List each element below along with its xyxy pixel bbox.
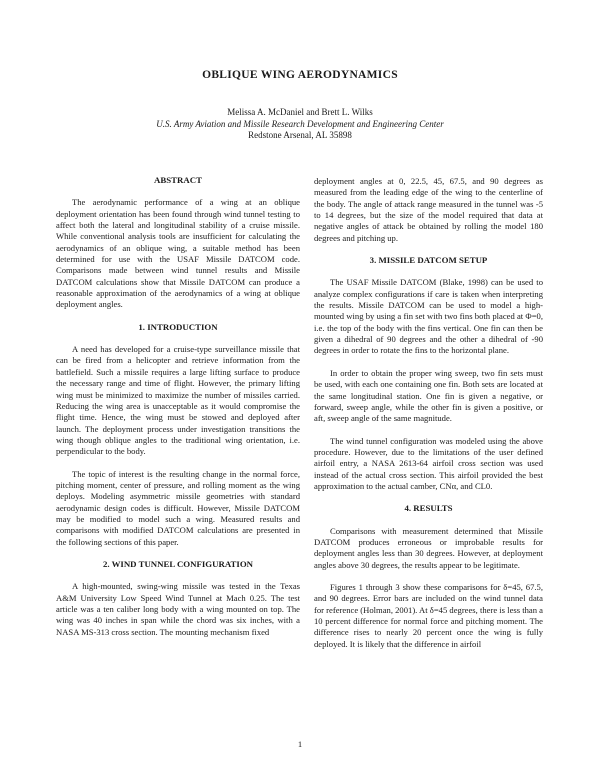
page-number: 1 [297,739,303,749]
abstract-text: The aerodynamic performance of a wing at an oblique deployment orientation has been found through wind tunnel testing to affect both the lateral and longitudinal stability of a cruise missile. While conventional analysis tools are insufficient for calculating the aerodynamics of an oblique wing, a suitable method has been determined for use with the USAF Missile DATCOM code. Comparisons made between wind tunnel results and Missile DATCOM calculations show that Missile DATCOM can produce a reasonable approximation of the aerodynamics of a wing at oblique deployment angles. [56,197,300,310]
introduction-heading: 1. INTRODUCTION [138,321,218,332]
datcom-setup-paragraph-1: The USAF Missile DATCOM (Blake, 1998) can be used to analyze complex configurations if care is taken when interpreting the results. Missile DATCOM can be used to model a high-mounted wing by using a fin set with two fins both placed at Φ=0, i.e. the top of the body with the fins vertical. One fin can then be given a dihedral of 90 degrees and the other a dihedral of -90 degrees in order to rotate the fins to the horizontal plane. [314,277,543,356]
author-names: Melissa A. McDaniel and Brett L. Wilks [227,107,373,117]
wind-tunnel-paragraph: A high-mounted, swing-wing missile was tested in the Texas A&M University Low Speed Wind Tunnel at Mach 0.25. The test article was a ten caliber long body with a wing mounted on top. The wing was 40 inches in span while the chord was six inches, with a NASA MS-313 cross section. The mounting mechanism fixed [56,581,300,637]
paper-title: OBLIQUE WING AERODYNAMICS [202,69,398,81]
left-column [56,175,300,649]
datcom-setup-paragraph-2: In order to obtain the proper wing sweep, two fin sets must be used, with each one containing one fin. Both sets are located at the same longitudinal station. One fin is given a negative, or forward, sweep angle, while the other fin is given a positive, or aft, sweep angle of the same magnitude. [314,367,543,424]
results-paragraph-2: Figures 1 through 3 show these comparisons for δ=45, 67.5, and 90 degrees. Error bars are included on the wind tunnel data for reference (Holman, 2001). At δ=45 degrees, there is less than a 10 percent difference for normal force and pitching moment. The difference rises to nearly 20 percent once the wing is fully deployed. It is likely that the difference in airfoil [314,581,543,649]
author-location: Redstone Arsenal, AL 35898 [248,130,352,140]
introduction-paragraph-1: A need has developed for a cruise-type surveillance missile that can be fired from a helicopter and retrieve information from the battlefield. Such a missile requires a large lifting surface to produce the necessary range and time of flight. However, the primary lifting wing must be minimized to maximize the number of missiles carried. Reducing the wing area is unacceptable as it would compromise the flight time. Hence, the wing must be stowed and deployed after launch. The deployment process under investigation transitions the wing though oblique angles to the traditional wing orientation, i.e. perpendicular to the body. [56,344,300,457]
right-column [314,176,543,661]
datcom-setup-heading: 3. MISSILE DATCOM SETUP [369,255,488,266]
wind-tunnel-paragraph-continued: deployment angles at 0, 22.5, 45, 67.5, and 90 degrees as measured from the leading edge of the wing to the centerline of the body. The angle of attack range measured in the tunnel was -5 to 14 degrees, but the size of the model required that data at negative angles of attack be obtained by rolling the model 180 degrees and pitching up. [314,176,543,243]
results-paragraph-1: Comparisons with measurement determined that Missile DATCOM produces erroneous or improbable results for deployment angles less than 30 degrees. However, at deployment angles above 30 degrees, the results appear to be legitimate. [314,525,543,570]
author-block [0,107,600,142]
datcom-setup-paragraph-3: The wind tunnel configuration was modeled using the above procedure. However, due to the limitations of the user defined airfoil entry, a NASA 2613-64 airfoil cross section was used instead of the actual cross section. This airfoil provided the best approximation to the actual camber, CNα, and CL0. [314,435,543,491]
results-heading: 4. RESULTS [404,503,453,514]
author-affiliation: U.S. Army Aviation and Missile Research Development and Engineering Center [156,118,444,129]
introduction-paragraph-2: The topic of interest is the resulting change in the normal force, pitching moment, center of pressure, and rolling moment as the wing deploys. Modeling asymmetric missile geometries with standard aerodynamic design codes is difficult. However, Missile DATCOM may be modified to model such a wing. Measured results and comparisons with modified DATCOM calculations are presented in the following sections of this paper. [56,468,300,547]
wind-tunnel-heading: 2. WIND TUNNEL CONFIGURATION [102,558,254,569]
abstract-heading: ABSTRACT [154,175,202,185]
